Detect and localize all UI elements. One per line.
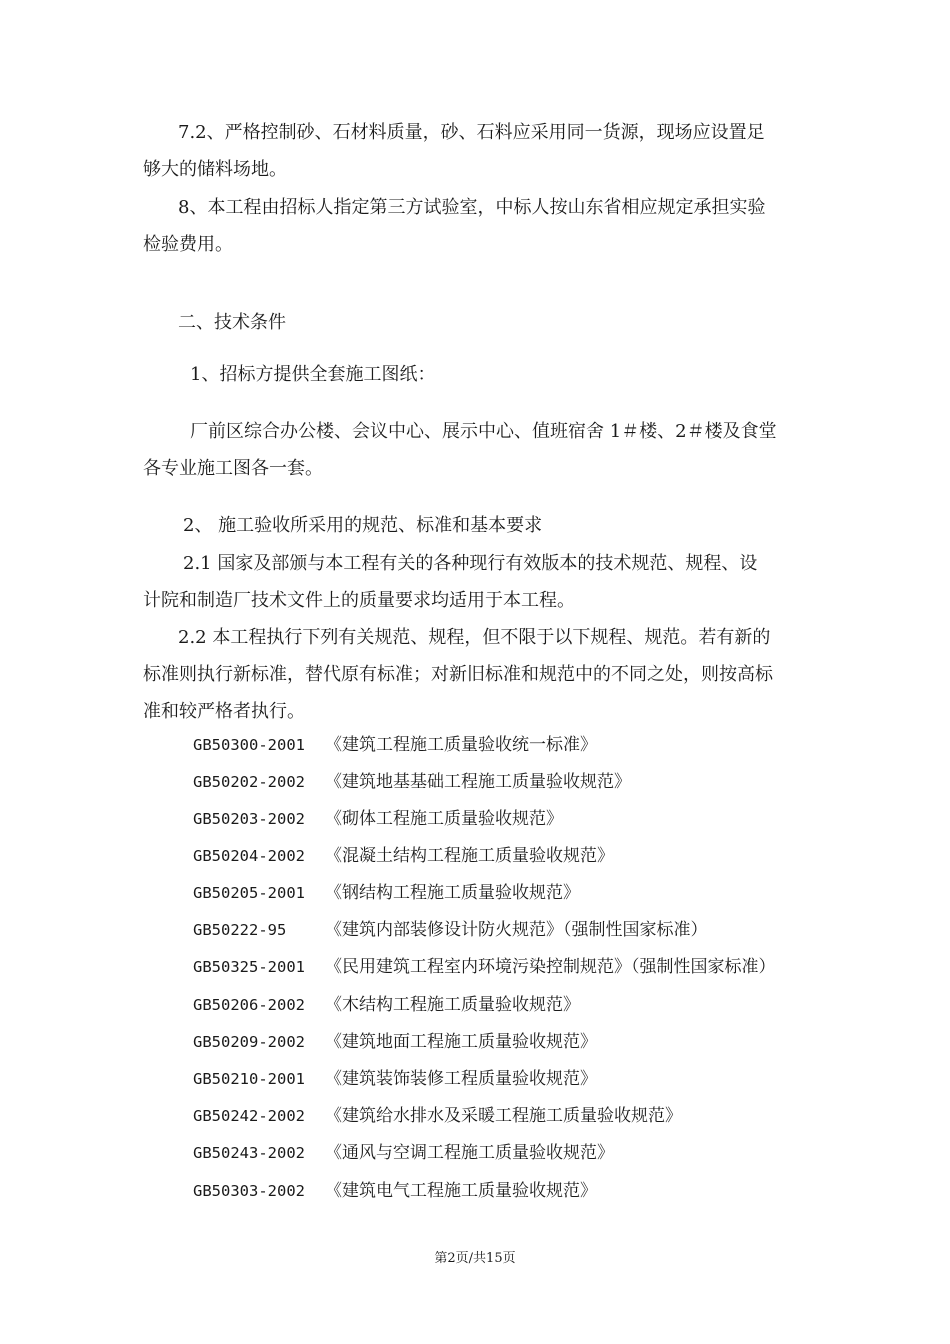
standard-title: 《砌体工程施工质量验收规范》: [325, 809, 563, 829]
standard-row: [193, 955, 776, 979]
page-number-footer: 第2页/共15页: [434, 1251, 516, 1266]
standard-code: GB50205-2001: [193, 884, 305, 902]
standard-code: GB50204-2002: [193, 847, 305, 865]
item-2-1-line-1: 2.1 国家及部颁与本工程有关的各种现行有效版本的技术规范、规程、设: [183, 553, 758, 574]
item-1-heading: 1、招标方提供全套施工图纸：: [190, 364, 436, 385]
standard-row: [193, 1030, 597, 1054]
standard-code: GB50210-2001: [193, 1070, 305, 1088]
standard-code: GB50222-95: [193, 921, 287, 939]
standard-title: 《通风与空调工程施工质量验收规范》: [325, 1143, 614, 1163]
standard-row: [193, 1067, 597, 1091]
standard-title: 《建筑电气工程施工质量验收规范》: [325, 1181, 597, 1201]
paragraph-8-line-2: 检验费用。: [143, 234, 233, 255]
standard-code: GB50303-2002: [193, 1182, 305, 1200]
standard-row: [193, 1179, 597, 1203]
item-2-heading: 2、 施工验收所采用的规范、标准和基本要求: [183, 515, 543, 536]
standard-row: [193, 770, 631, 794]
standard-code: GB50242-2002: [193, 1107, 305, 1125]
standard-title: 《建筑工程施工质量验收统一标准》: [325, 735, 597, 755]
standard-code: GB50209-2002: [193, 1033, 305, 1051]
standard-code: GB50325-2001: [193, 958, 305, 976]
standard-title: 《钢结构工程施工质量验收规范》: [325, 883, 580, 903]
standard-title: 《建筑地基基础工程施工质量验收规范》: [325, 772, 631, 792]
standard-title: 《民用建筑工程室内环境污染控制规范》（强制性国家标准）: [325, 957, 776, 977]
standard-code: GB50243-2002: [193, 1144, 305, 1162]
standard-row: [193, 807, 563, 831]
standard-title: 《建筑地面工程施工质量验收规范》: [325, 1032, 597, 1052]
standard-row: [193, 1104, 682, 1128]
standard-code: GB50206-2002: [193, 996, 305, 1014]
item-2-2-line-1: 2.2 本工程执行下列有关规范、规程，但不限于以下规程、规范。若有新的: [178, 627, 771, 648]
standard-title: 《建筑给水排水及采暖工程施工质量验收规范》: [325, 1106, 682, 1126]
item-2-2-line-3: 准和较严格者执行。: [143, 701, 305, 722]
standard-row: [193, 733, 597, 757]
item-2-1-line-2: 计院和制造厂技术文件上的质量要求均适用于本工程。: [143, 590, 575, 611]
standard-title: 《木结构工程施工质量验收规范》: [325, 995, 580, 1015]
standard-row: [193, 993, 580, 1017]
standard-code: GB50300-2001: [193, 736, 305, 754]
standard-title: 《建筑内部装修设计防火规范》（强制性国家标准）: [325, 920, 708, 940]
paragraph-7-2-line-2: 够大的储料场地。: [143, 159, 287, 180]
section-heading-technical-conditions: 二、技术条件: [178, 312, 286, 333]
paragraph-7-2-line-1: 7.2、严格控制砂、石材料质量，砂、石料应采用同一货源，现场应设置足: [178, 122, 765, 143]
standard-code: GB50202-2002: [193, 773, 305, 791]
item-1-line-1: 厂前区综合办公楼、会议中心、展示中心、值班宿舍 1＃楼、2＃楼及食堂: [190, 421, 777, 442]
standard-title: 《建筑装饰装修工程质量验收规范》: [325, 1069, 597, 1089]
standard-row: [193, 881, 580, 905]
standard-row: [193, 918, 708, 942]
standard-code: GB50203-2002: [193, 810, 305, 828]
paragraph-8-line-1: 8、本工程由招标人指定第三方试验室，中标人按山东省相应规定承担实验: [178, 197, 766, 218]
item-1-line-2: 各专业施工图各一套。: [143, 458, 323, 479]
standard-title: 《混凝土结构工程施工质量验收规范》: [325, 846, 614, 866]
standard-row: [193, 844, 614, 868]
standard-row: [193, 1141, 614, 1165]
item-2-2-line-2: 标准则执行新标准，替代原有标准；对新旧标准和规范中的不同之处，则按高标: [143, 664, 773, 685]
